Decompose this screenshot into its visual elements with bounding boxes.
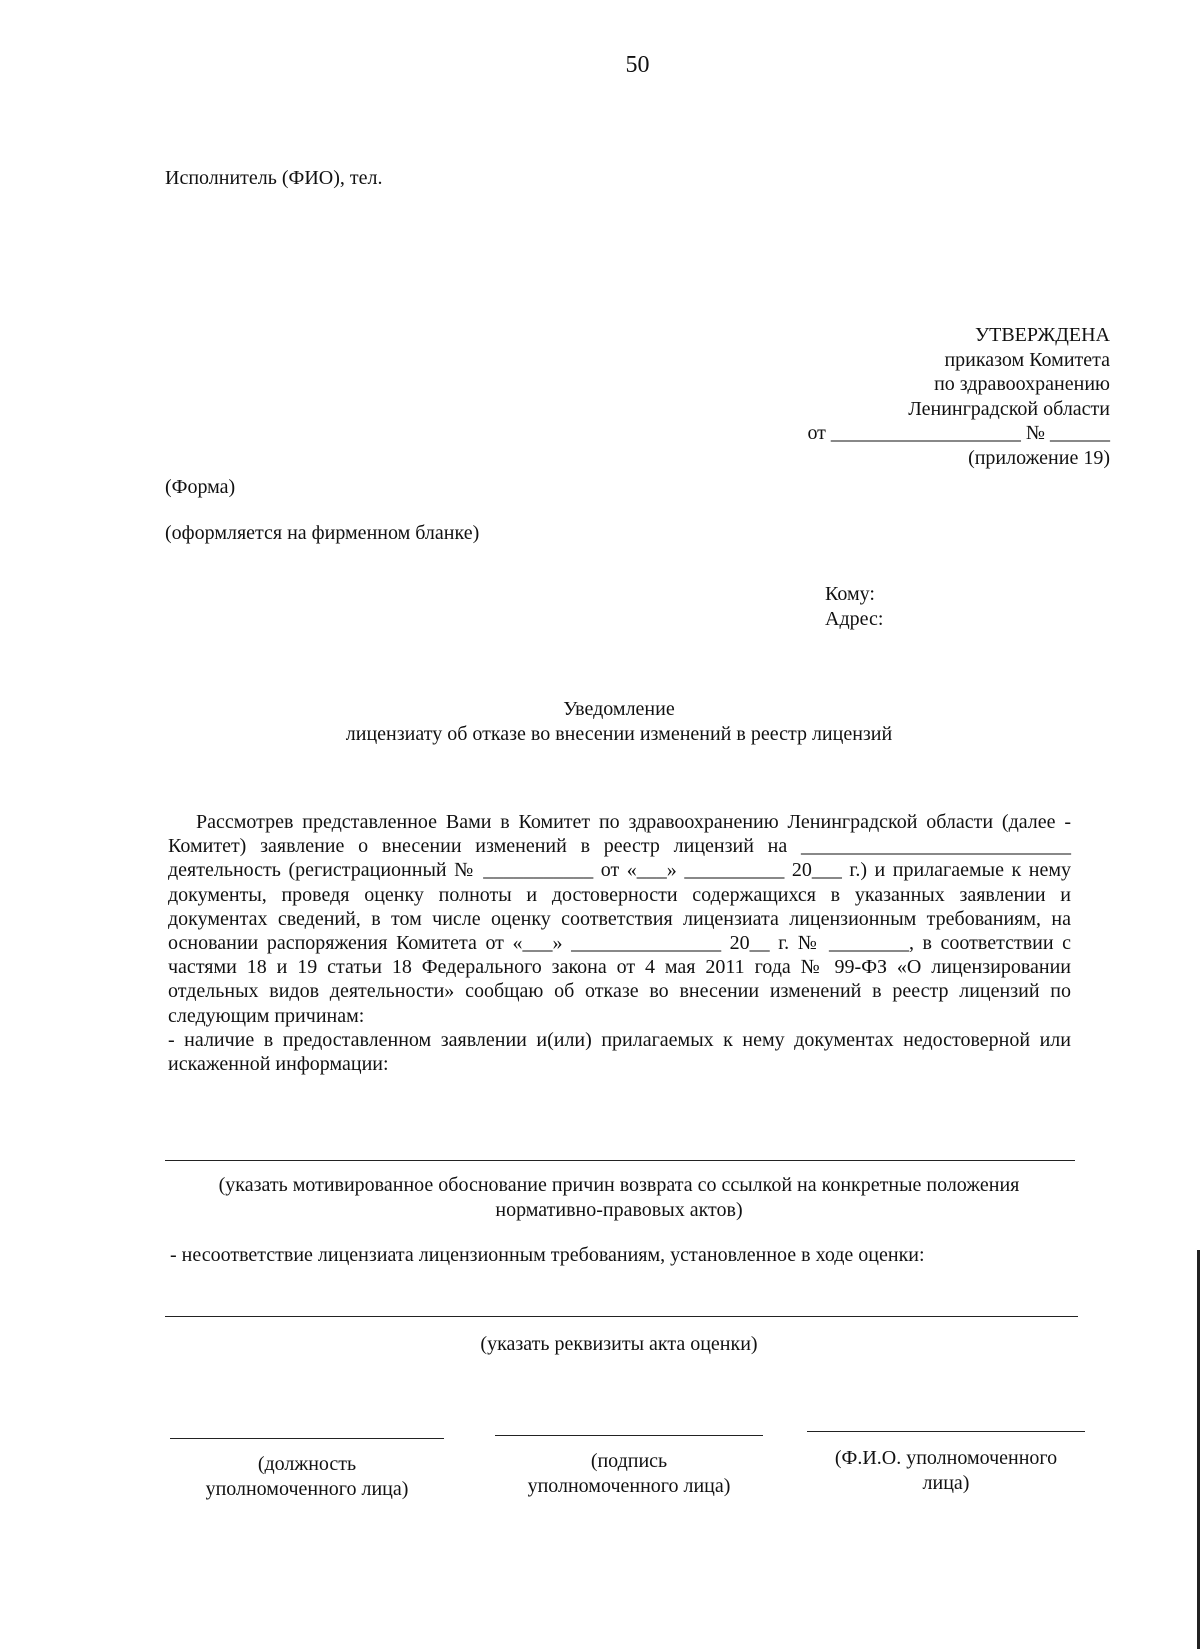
- recipient-address-label: Адрес:: [825, 608, 884, 630]
- caption-2: (указать реквизиты акта оценки): [480, 1333, 758, 1355]
- approval-line-1: приказом Комитета: [944, 348, 1110, 371]
- position-caption-1: (должность: [257, 1453, 357, 1475]
- page-number: 50: [625, 52, 650, 78]
- signature-caption-1: (подпись: [590, 1450, 668, 1472]
- position-signature-line: [170, 1438, 444, 1439]
- approval-block: [807, 323, 1110, 470]
- reason-2: - несоответствие лицензиата лицензионным требованиям, установленное в ходе оценки:: [170, 1244, 925, 1266]
- approval-appendix: (приложение 19): [968, 446, 1110, 469]
- reason-1-fill-line: [165, 1160, 1075, 1161]
- signature-sign: [495, 1449, 763, 1499]
- name-signature-line: [807, 1431, 1085, 1432]
- caption-1-line-2: нормативно-правовых актов): [495, 1199, 743, 1221]
- document-title: [165, 697, 1073, 747]
- name-caption-1: (Ф.И.О. уполномоченного: [834, 1447, 1058, 1469]
- title-line-1: Уведомление: [563, 698, 675, 720]
- name-caption-2: лица): [922, 1472, 970, 1494]
- executor-line: Исполнитель (ФИО), тел.: [165, 167, 383, 189]
- caption-1-line-1: (указать мотивированное обоснование причин возврата со ссылкой на конкретные положения: [218, 1174, 1020, 1196]
- recipient-to-label: Кому:: [825, 583, 875, 605]
- signature-line: [495, 1435, 763, 1436]
- signature-name: [807, 1446, 1085, 1496]
- body-paragraph: Рассмотрев представленное Вами в Комитет по здравоохранению Ленинградской области (далее - Комитет) заявление о внесении изменений в реестр лицензий на ___________________________ деятельность (регистрационный № ___________ от «___» __________ 20___ г.) и прилагаемые к нему документы, проведя оценку полноты и достоверности содержащихся в указанных заявлении и документах сведений, в том числе оценку соответствия лицензиата лицензионным требованиям, на основании распоряжения Комитета от «___» _______________ 20__ г. № ________, в соответствии с частями 18 и 19 статьи 18 Федерального закона от 4 мая 2011 года № 99-ФЗ «О лицензировании отдельных видов деятельности» сообщаю об отказе во внесении изменений в реестр лицензий по следующим причинам:: [168, 811, 1071, 1027]
- letterhead-note: (оформляется на фирменном бланке): [165, 522, 480, 544]
- reason-2-fill-line: [165, 1316, 1078, 1317]
- recipient-block: [825, 582, 883, 632]
- body-text: [168, 810, 1071, 1076]
- reason-1: - наличие в предоставленном заявлении и(или) прилагаемых к нему документах недостоверной или искаженной информации:: [168, 1028, 1071, 1076]
- approval-line-3: Ленинградской области: [908, 397, 1110, 420]
- position-caption-2: уполномоченного лица): [205, 1478, 409, 1500]
- approval-status: УТВЕРЖДЕНА: [974, 324, 1110, 346]
- approval-line-2: по здравоохранению: [934, 373, 1110, 395]
- form-label: (Форма): [165, 476, 236, 498]
- approval-date-line: от ___________________ № ______: [807, 422, 1110, 444]
- title-line-2: лицензиату об отказе во внесении изменений в реестр лицензий: [345, 723, 893, 745]
- caption-1: [165, 1173, 1073, 1223]
- signature-position: [170, 1452, 444, 1502]
- signature-caption-2: уполномоченного лица): [527, 1475, 731, 1497]
